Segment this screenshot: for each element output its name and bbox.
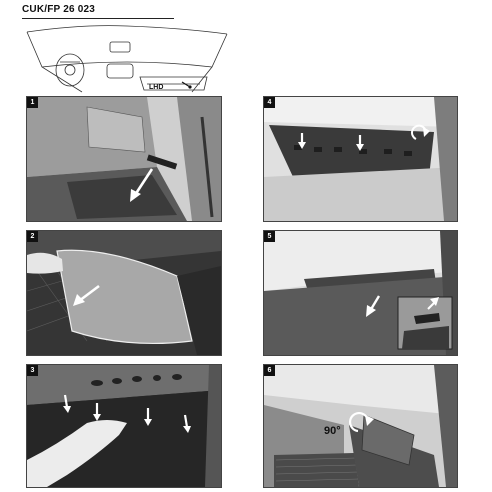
step-3-number: 3 [27, 365, 38, 376]
step-6-rotate-icon [264, 365, 457, 487]
step-5-number: 5 [264, 231, 275, 242]
step-1-number: 1 [27, 97, 38, 108]
step-2-panel [26, 230, 222, 356]
step-4-number: 4 [264, 97, 275, 108]
step-2-arrow-icon [27, 231, 221, 355]
step-3-arrow-icons [27, 365, 221, 487]
step-5-arrow-icons [264, 231, 457, 355]
step-2-number: 2 [27, 231, 38, 242]
step-1-panel [26, 96, 222, 222]
step-6-number: 6 [264, 365, 275, 376]
lhd-label: LHD [149, 84, 164, 91]
step-4-arrow-icons [264, 97, 457, 221]
step-6-panel [263, 364, 458, 488]
step-5-panel [263, 230, 458, 356]
dashboard-overview-illustration [22, 22, 232, 96]
step-1-arrow-icon [27, 97, 221, 221]
document-code: CUK/FP 26 023 [22, 4, 96, 15]
rotation-angle-label: 90° [324, 425, 341, 437]
step-4-panel [263, 96, 458, 222]
step-3-panel [26, 364, 222, 488]
code-underline [22, 18, 174, 19]
